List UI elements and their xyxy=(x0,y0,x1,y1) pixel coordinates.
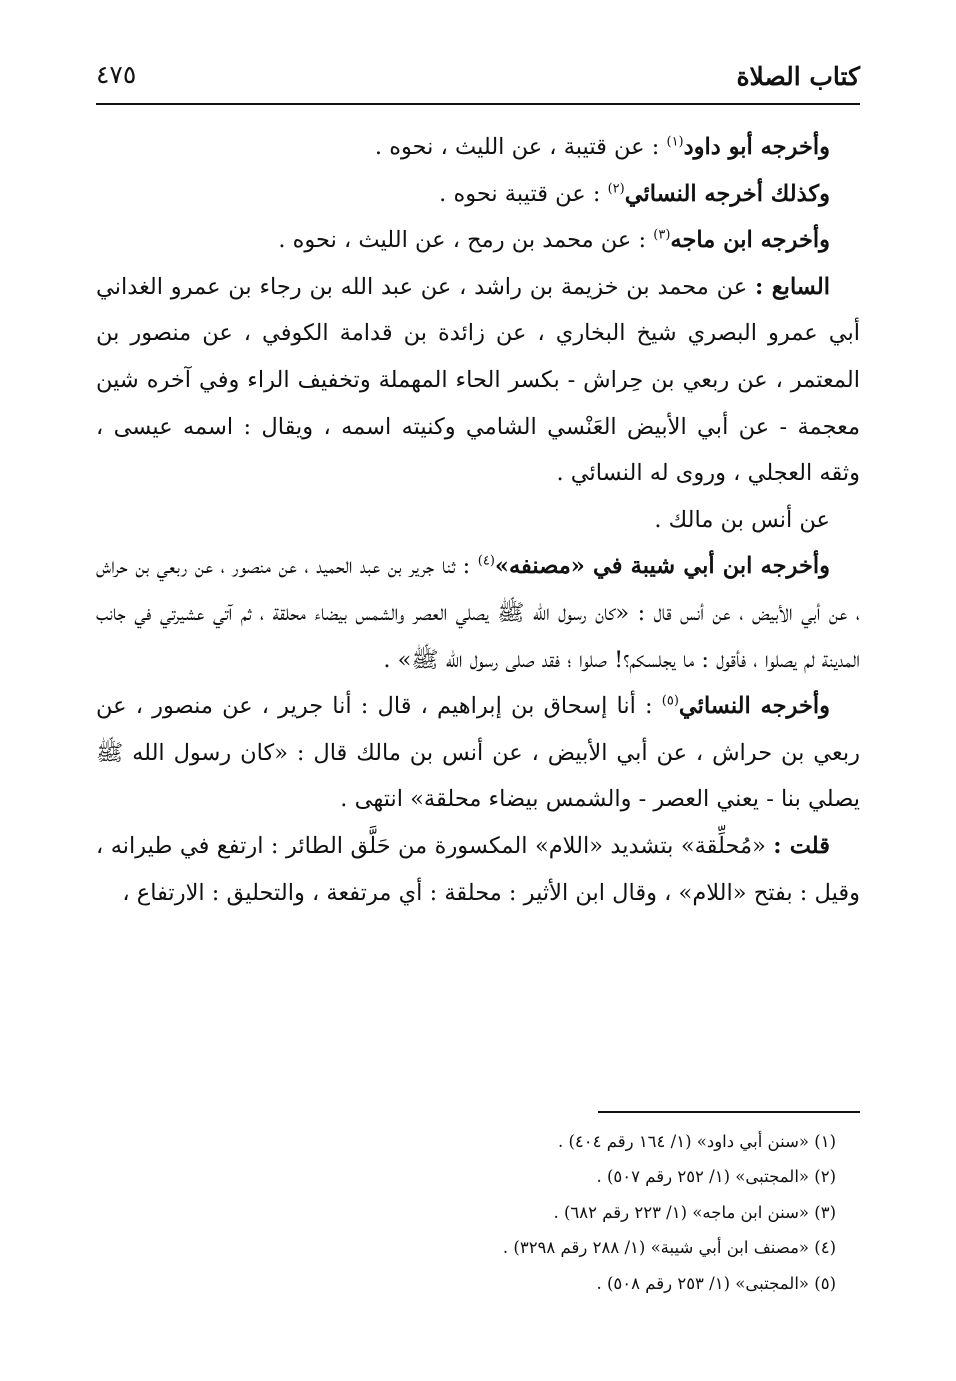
paragraph-text: «مُحلِّقة» بتشديد «اللام» المكسورة من حَلَّق الطائر : ارتفع في طيرانه ، وقيل : بفتح «اللام» ، وقال ابن الأثير : محلقة : أي مرتفعة ، والتحليق : الارتفاع ، xyxy=(96,832,860,906)
footnote: (١) «سنن أبي داود» (١/ ١٦٤ رقم ٤٠٤) . xyxy=(557,1132,836,1151)
paragraph-text: عن أنس بن مالك . xyxy=(654,506,830,533)
paragraph-text: : عن قتيبة نحوه . xyxy=(439,180,608,207)
footnote-ref: (٢) xyxy=(607,181,625,197)
footnote: (٥) «المجتبى» (١/ ٢٥٣ رقم ٥٠٨) . xyxy=(596,1273,836,1293)
footnote-ref: (٤) xyxy=(477,553,495,569)
main-text xyxy=(96,124,860,916)
paragraph-text: عن محمد بن خزيمة بن راشد ، عن عبد الله بن رجاء بن عمرو الغداني أبي عمرو البصري شيخ البخاري ، عن زائدة بن قدامة الكوفي ، عن منصور بن المعتمر ، عن ربعي بن حِراش - بكسر الحاء المهملة وتخفيف الراء وفي آخره شين معجمة - عن أبي الأبيض العَنْسي الشامي وكنيته اسمه ، ويقال : اسمه عيسى ، وثقه العجلي ، وروى له النسائي . xyxy=(96,273,860,487)
footnote-ref: (١) xyxy=(666,134,684,150)
paragraph-text: : أنا إسحاق بن إبراهيم ، قال : أنا جرير ، عن منصور ، عن ربعي بن حراش ، عن أبي الأبيض ، عن أنس بن مالك قال : «كان رسول الله ﷺ يصلي بنا - يعني العصر - والشمس بيضاء محلقة» انتهى . xyxy=(96,693,860,813)
header-divider xyxy=(96,103,860,105)
paragraph xyxy=(96,124,860,171)
paragraph-lead: وأخرجه ابن ماجه xyxy=(670,227,830,254)
chapter-title: كتاب الصلاة xyxy=(736,62,860,91)
footnotes xyxy=(96,1124,836,1301)
paragraph xyxy=(96,823,860,916)
footnote-divider xyxy=(598,1111,860,1113)
paragraph xyxy=(96,543,860,683)
paragraph-lead: السابع : xyxy=(754,273,830,300)
footnote: (٢) «المجتبى» (١/ ٢٥٢ رقم ٥٠٧) . xyxy=(596,1167,836,1187)
paragraph xyxy=(96,171,860,218)
paragraph-lead: وأخرجه أبو داود xyxy=(683,134,830,160)
footnote-ref: (٥) xyxy=(661,693,679,709)
page-header xyxy=(96,54,860,102)
paragraph-text: : عن محمد بن رمح ، عن الليث ، نحوه . xyxy=(278,227,654,254)
paragraph xyxy=(96,264,860,497)
paragraph xyxy=(96,217,860,264)
paragraph-lead: وكذلك أخرجه النسائي xyxy=(624,180,830,207)
paragraph-text: : عن قتيبة ، عن الليث ، نحوه . xyxy=(374,134,667,160)
footnote: (٣) «سنن ابن ماجه» (١/ ٢٢٣ رقم ٦٨٢) . xyxy=(553,1202,836,1222)
footnote-ref: (٣) xyxy=(653,227,671,243)
paragraph-lead: وأخرجه ابن أبي شيبة في «مصنفه» xyxy=(494,553,830,580)
paragraph-lead: وأخرجه النسائي xyxy=(678,693,830,720)
footnote: (٤) «مصنف ابن أبي شيبة» (١/ ٢٨٨ رقم ٣٢٩٨) . xyxy=(502,1238,836,1258)
paragraph-text: : ثنا جرير بن عبد الحميد ، عن منصور ، عن ربعي بن حراش ، عن أبي الأبيض ، عن أنس قال : «كان رسول الله ﷺ يصلي العصر والشمس بيضاء محلقة ، ثم آتي عشيرتي في جانب المدينة لم يصلوا ، فأقول : ما يجلسكم؟! صلوا ؛ فقد صلى رسول الله ﷺ» . xyxy=(96,553,860,673)
paragraph xyxy=(96,497,860,544)
paragraph xyxy=(96,683,860,823)
page-number: ٤٧٥ xyxy=(96,60,137,89)
paragraph-lead: قلت : xyxy=(773,832,831,859)
